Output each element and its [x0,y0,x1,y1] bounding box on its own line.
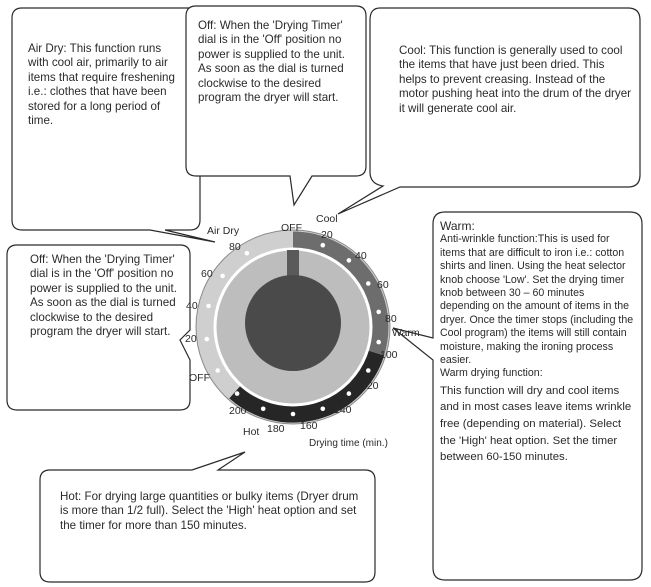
tick-right-200: 200 [229,405,247,417]
dial-tick-dot [206,304,211,309]
dial-tick-dot [205,337,210,342]
dial-label-drying-time: Drying time (min.) [309,438,388,449]
tick-right-60: 60 [377,279,389,291]
tick-left-40: 40 [186,300,198,312]
callout-off-top-text: Off: When the 'Drying Timer' dial is in the 'Off' position no power is supplied to the unit. As soon as the dial is turned clockwise to the desired program the dryer will start. [198,19,345,105]
dial-tick-dot [347,391,352,396]
dial-tick-dot [376,310,381,315]
dial-tick-dot [245,251,250,256]
tick-right-40: 40 [355,250,367,262]
dial-label-hot: Hot [243,426,260,438]
dial-knob [245,275,341,371]
callout-air-dry [28,42,180,128]
callout-warm-drying-text: This function will dry and cool items and in most cases leave items wrinkle free (depending on material). Select the 'High' heat option. Set the timer between 60-150 minutes. [440,384,632,464]
callout-hot-text: Hot: For drying large quantities or bulky items (Dryer drum is more than 1/2 full). Select the 'High' heat option and set the timer for more than 150 minutes. [60,490,359,532]
tick-left-20: 20 [185,333,197,345]
dial-tick-dot [321,407,326,412]
tick-right-180: 180 [267,423,285,435]
callout-warm-anti-wrinkle-text: Anti-wrinkle function:This is used for items that are difficult to iron i.e.: cotton shirts and linen. Using the heat selector knob choose 'Low'. Set the drying timer knob between 30 – 60 minutes depending on the amount of items in the dryer. Once the timer stops (including the Cool program) the items will still contain moisture, making the ironing process easier. [440,233,634,367]
dial-tick-dot [215,368,220,373]
tick-right-160: 160 [300,420,318,432]
tick-right-20: 20 [321,229,333,241]
tick-right-120: 120 [361,380,379,392]
dial-tick-dot [261,407,266,412]
tick-right-80: 80 [385,313,397,325]
callout-off-left [30,253,186,339]
dial-label-off-top: OFF [281,222,302,234]
dial-label-air-dry: Air Dry [207,225,240,237]
dial-label-warm: Warm [392,327,420,339]
dial-tick-dot [376,340,381,345]
dial-tick-dot [366,281,371,286]
callout-off-left-text: Off: When the 'Drying Timer' dial is in the 'Off' position no power is supplied to the unit. As soon as the dial is turned clockwise to the desired program the dryer will start. [30,253,177,339]
callout-hot [60,490,362,533]
callout-off-top [198,19,358,105]
callout-cool [399,44,631,116]
callout-air-dry-text: Air Dry: This function runs with cool air, primarily to air items that require freshening i.e.: clothes that have been stored for a long period of time. [28,42,175,128]
tick-left-60: 60 [201,268,213,280]
dial-label-off-left: OFF [189,372,210,384]
dial-label-cool: Cool [316,213,338,225]
callout-warm-drying-title: Warm drying function: [440,367,543,380]
tick-right-100: 100 [380,349,398,361]
tick-left-80: 80 [229,241,241,253]
dial-tick-dot [366,368,371,373]
callout-warm [440,220,636,466]
tick-right-140: 140 [334,404,352,416]
dial-tick-dot [220,274,225,279]
dial-tick-dot [347,258,352,263]
dial-tick-dot [291,412,296,417]
callout-warm-title: Warm: [440,219,475,233]
dial-tick-dot [321,243,326,248]
dial-tick-dot [235,391,240,396]
callout-cool-text: Cool: This function is generally used to cool the items that have just been dried. This helps to prevent creasing. Instead of the motor pushing heat into the drum of the dryer it will generate cool air. [399,44,632,115]
